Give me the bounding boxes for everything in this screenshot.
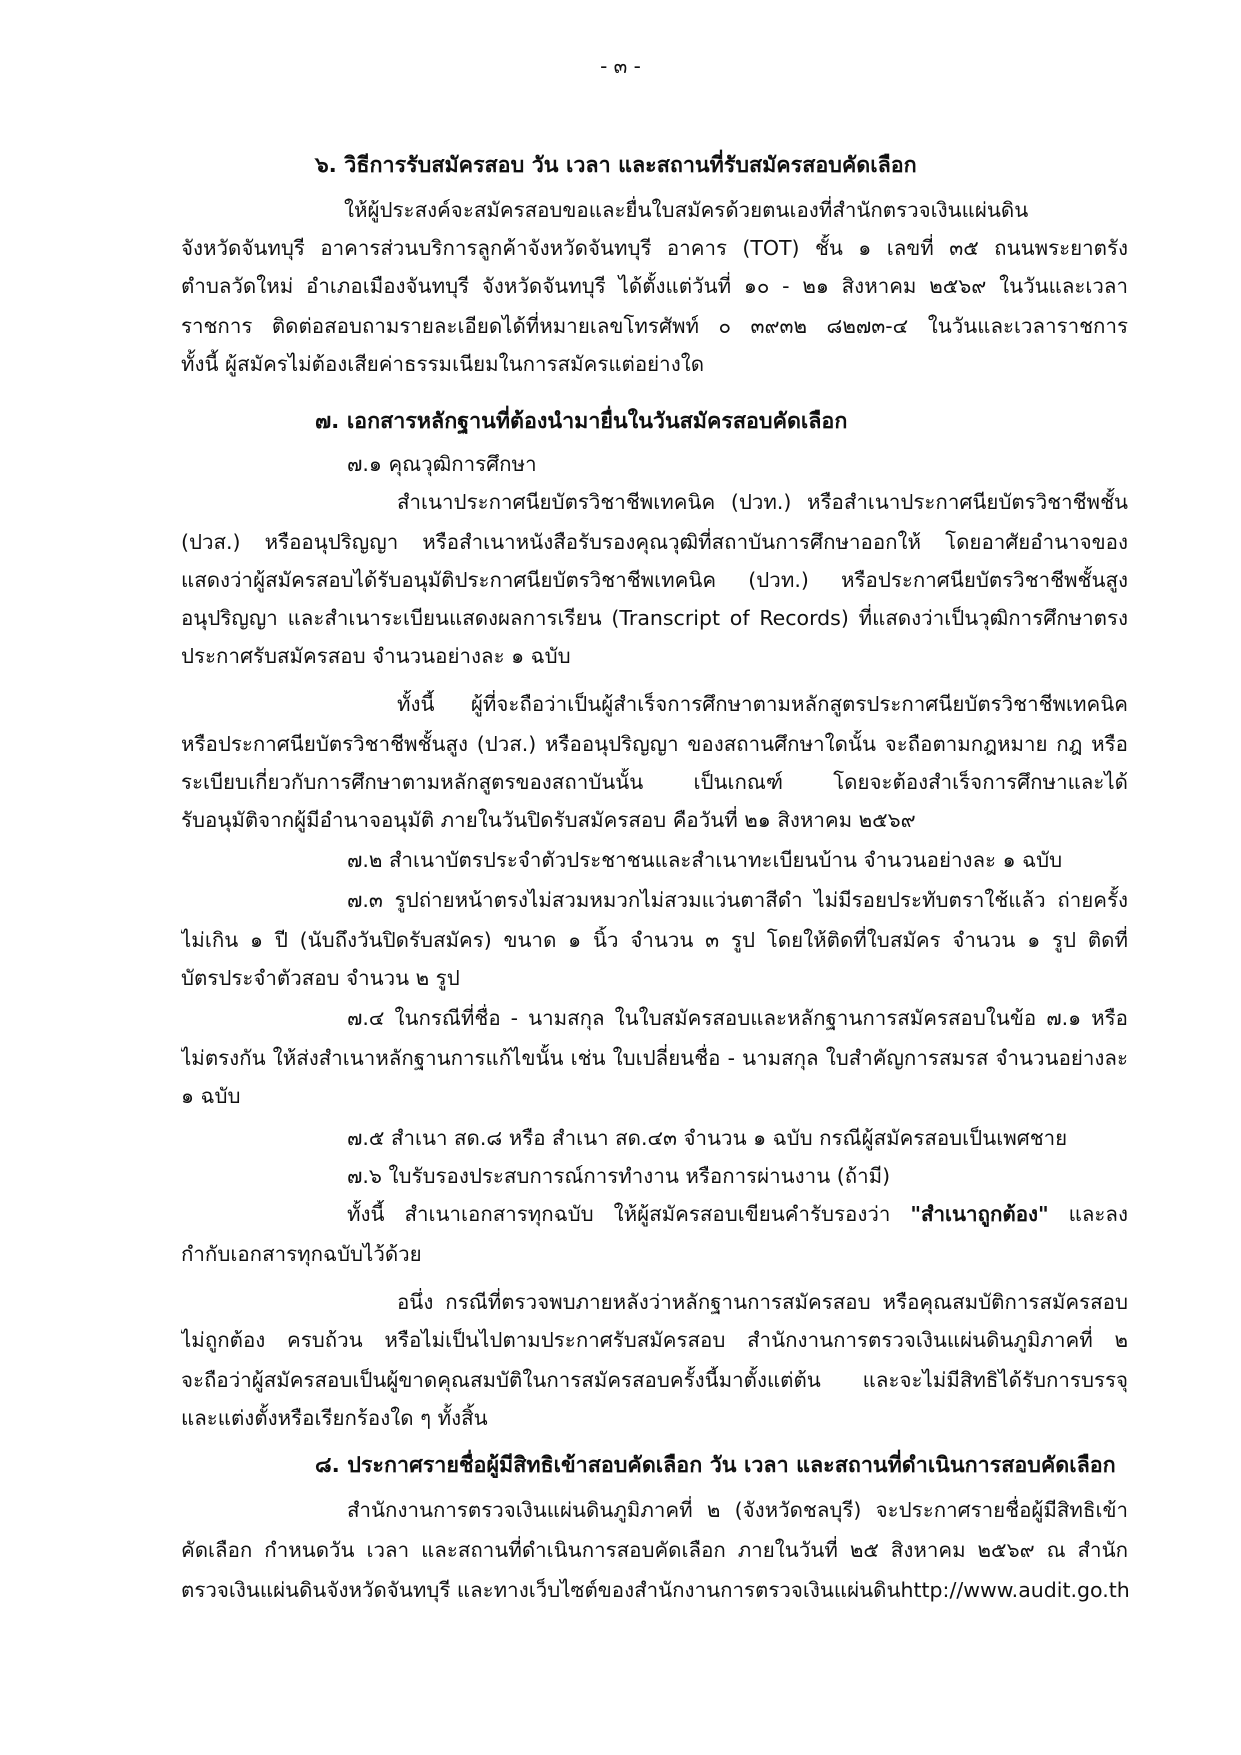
paragraph-line: ไม่ตรงกัน ให้ส่งสำเนาหลักฐานการแก้ไขนั้น เช่น ใบเปลี่ยนชื่อ - นามสกุล ใบสำคัญการสมรส จำนวนอย่างละ [181,1046,1128,1070]
page-number: - ๓ - [600,54,641,78]
paragraph-line: ทั้งนี้ ผู้สมัครไม่ต้องเสียค่าธรรมเนียมในการสมัครแต่อย่างใด [181,352,705,376]
section-8-heading: ๘. ประกาศรายชื่อผู้มีสิทธิเข้าสอบคัดเลือก วัน เวลา และสถานที่ดำเนินการสอบคัดเลือก [315,1453,1116,1478]
section-7-heading: ๗. เอกสารหลักฐานที่ต้องนำมายื่นในวันสมัครสอบคัดเลือก [315,409,848,434]
certify-text-bold: "สำเนาถูกต้อง" [910,1202,1049,1226]
paragraph-line: ๗.๓ รูปถ่ายหน้าตรงไม่สวมหมวกไม่สวมแว่นตาสีดำ ไม่มีรอยประทับตราใช้แล้ว ถ่ายครั้ง [347,888,1128,912]
paragraph-line: กำกับเอกสารทุกฉบับไว้ด้วย [181,1242,422,1266]
paragraph-line: ราชการ ติดต่อสอบถามรายละเอียดได้ที่หมายเลขโทรศัพท์ ๐ ๓๙๓๒ ๘๒๗๓-๔ ในวันและเวลาราชการ [181,314,1128,338]
paragraph-line: ไม่ถูกต้อง ครบถ้วน หรือไม่เป็นไปตามประกาศรับสมัครสอบ สำนักงานการตรวจเงินแผ่นดินภูมิภาคที่ ๒ [181,1328,1128,1352]
paragraph-line: ตรวจเงินแผ่นดินจังหวัดจันทบุรี และทางเว็บไซต์ของสำนักงานการตรวจเงินแผ่นดินhttp://www.audit.go.th [181,1578,1130,1602]
paragraph-line: จังหวัดจันทบุรี อาคารส่วนบริการลูกค้าจังหวัดจันทบุรี อาคาร (TOT) ชั้น ๑ เลขที่ ๓๕ ถนนพระยาตรัง [181,236,1128,260]
paragraph-line: ไม่เกิน ๑ ปี (นับถึงวันปิดรับสมัคร) ขนาด ๑ นิ้ว จำนวน ๓ รูป โดยให้ติดที่ใบสมัคร จำนวน ๑ รูป ติดที่ [181,928,1128,952]
paragraph-line: คัดเลือก กำหนดวัน เวลา และสถานที่ดำเนินการสอบคัดเลือก ภายในวันที่ ๒๕ สิงหาคม ๒๕๖๙ ณ สำนัก [181,1538,1128,1562]
paragraph-line: ทั้งนี้ ผู้ที่จะถือว่าเป็นผู้สำเร็จการศึกษาตามหลักสูตรประกาศนียบัตรวิชาชีพเทคนิค [397,692,1128,716]
paragraph-line: บัตรประจำตัวสอบ จำนวน ๒ รูป [181,966,460,990]
paragraph-line: สำนักงานการตรวจเงินแผ่นดินภูมิภาคที่ ๒ (จังหวัดชลบุรี) จะประกาศรายชื่อผู้มีสิทธิเข้า [347,1498,1128,1522]
subsection-7-1-title: ๗.๑ คุณวุฒิการศึกษา [347,452,537,476]
paragraph-line: จะถือว่าผู้สมัครสอบเป็นผู้ขาดคุณสมบัติในการสมัครสอบครั้งนี้มาตั้งแต่ต้น และจะไม่มีสิทธิได้รับการบรรจุ [181,1368,1128,1392]
paragraph-line: และแต่งตั้งหรือเรียกร้องใด ๆ ทั้งสิ้น [181,1406,488,1430]
paragraph-line: อนึ่ง กรณีที่ตรวจพบภายหลังว่าหลักฐานการสมัครสอบ หรือคุณสมบัติการสมัครสอบ [397,1290,1128,1314]
paragraph-line: ระเบียบเกี่ยวกับการศึกษาตามหลักสูตรของสถาบันนั้น เป็นเกณฑ์ โดยจะต้องสำเร็จการศึกษาและได้ [181,770,1128,794]
paragraph-line: ๑ ฉบับ [181,1084,241,1108]
certify-line [347,1200,1128,1228]
subsection-7-2: ๗.๒ สำเนาบัตรประจำตัวประชาชนและสำเนาทะเบียนบ้าน จำนวนอย่างละ ๑ ฉบับ [347,848,1063,872]
paragraph-line: สำเนาประกาศนียบัตรวิชาชีพเทคนิค (ปวท.) หรือสำเนาประกาศนียบัตรวิชาชีพชั้น [397,490,1128,514]
paragraph-line: หรือประกาศนียบัตรวิชาชีพชั้นสูง (ปวส.) หรืออนุปริญญา ของสถานศึกษาใดนั้น จะถือตามกฎหมาย กฎ หรือ [181,732,1128,756]
paragraph-line: รับอนุมัติจากผู้มีอำนาจอนุมัติ ภายในวันปิดรับสมัครสอบ คือวันที่ ๒๑ สิงหาคม ๒๕๖๙ [181,808,916,832]
paragraph-line: ตำบลวัดใหม่ อำเภอเมืองจันทบุรี จังหวัดจันทบุรี ได้ตั้งแต่วันที่ ๑๐ - ๒๑ สิงหาคม ๒๕๖๙ ในวันและเวลา [181,274,1128,298]
paragraph-line: ๗.๔ ในกรณีที่ชื่อ - นามสกุล ในใบสมัครสอบและหลักฐานการสมัครสอบในข้อ ๗.๑ หรือ [347,1006,1128,1030]
section-6-heading: ๖. วิธีการรับสมัครสอบ วัน เวลา และสถานที่รับสมัครสอบคัดเลือก [315,153,917,178]
paragraph-line: อนุปริญญา และสำเนาระเบียนแสดงผลการเรียน (Transcript of Records) ที่แสดงว่าเป็นวุฒิการศึกษาตรง [181,606,1128,630]
paragraph-line: ให้ผู้ประสงค์จะสมัครสอบขอและยื่นใบสมัครด้วยตนเองที่สำนักตรวจเงินแผ่นดิน [344,198,1029,222]
certify-text-post: และลง [1068,1202,1128,1226]
paragraph-line: แสดงว่าผู้สมัครสอบได้รับอนุมัติประกาศนียบัตรวิชาชีพเทคนิค (ปวท.) หรือประกาศนียบัตรวิชาชีพชั้นสูง [181,568,1128,592]
paragraph-line: ประกาศรับสมัครสอบ จำนวนอย่างละ ๑ ฉบับ [181,644,571,668]
subsection-7-6: ๗.๖ ใบรับรองประสบการณ์การทำงาน หรือการผ่านงาน (ถ้ามี) [347,1164,891,1188]
subsection-7-5: ๗.๕ สำเนา สด.๘ หรือ สำเนา สด.๔๓ จำนวน ๑ ฉบับ กรณีผู้สมัครสอบเป็นเพศชาย [347,1126,1068,1150]
certify-text-pre: ทั้งนี้ สำเนาเอกสารทุกฉบับ ให้ผู้สมัครสอบเขียนคำรับรองว่า [347,1202,891,1226]
paragraph-line: (ปวส.) หรืออนุปริญญา หรือสำเนาหนังสือรับรองคุณวุฒิที่สถาบันการศึกษาออกให้ โดยอาศัยอำนาจของ [181,530,1128,554]
